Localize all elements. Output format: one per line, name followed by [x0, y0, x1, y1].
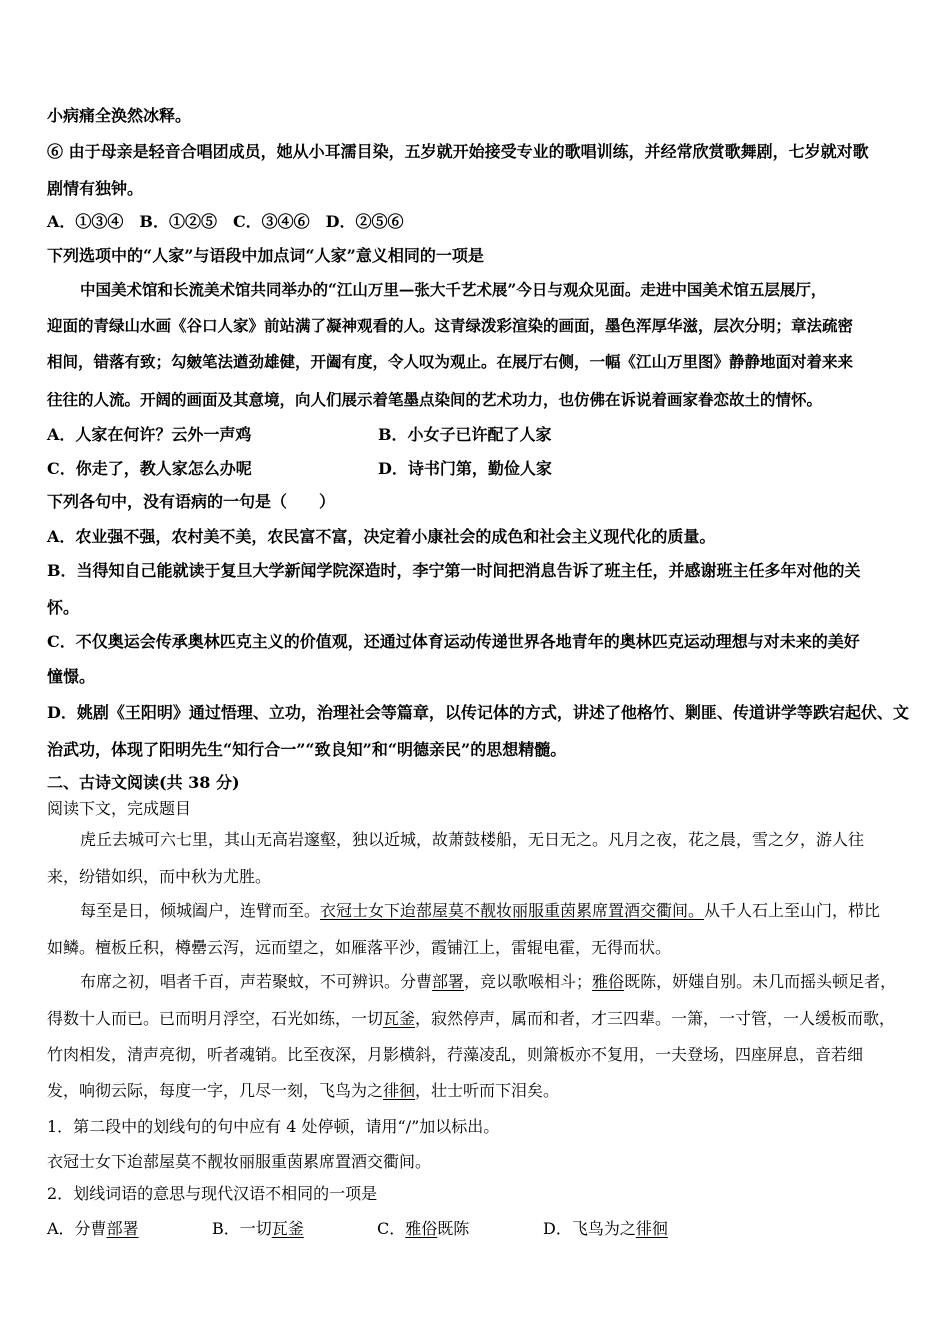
text-segment: 每至是日，倾城阖户，连臂而至。 [80, 901, 321, 920]
passage-line: 往往的人流。开阔的画面及其意境，向人们展示着笔墨点染间的艺术功力，也仿佛在诉说着画家眷恋故土的情怀。 [47, 390, 823, 409]
underlined-word: 部署 [432, 972, 465, 991]
text-segment: 发，响彻云际，每度一字，几尽一刻，飞鸟为之 [47, 1081, 384, 1100]
underlined-word: 雅俗 [405, 1219, 438, 1238]
answer-options: A．①③④ B．①②⑤ C．③④⑥ D．②⑤⑥ [47, 212, 404, 231]
option-b-line2: 怀。 [47, 598, 80, 617]
text-segment: ，寂然停声，属而和者，才三四辈。一箫，一寸管，一人缓板而歌， [415, 1009, 896, 1028]
question-stem-yubing: 下列各句中，没有语病的一句是（ ） [47, 492, 336, 511]
passage-line: 迎面的青绿山水画《谷口人家》前站满了凝神观看的人。这青绿泼彩渲染的画面，墨色浑厚华滋，层次分明；章法疏密 [47, 316, 854, 335]
option-a: A．农业强不强，农村美不美，农民富不富，决定着小康社会的成色和社会主义现代化的质量。 [47, 527, 716, 546]
option-c-line1: C．不仅奥运会传承奥林匹克主义的价值观，还通过体育运动传递世界各地青年的奥林匹克运动理想与对未来的美好 [47, 632, 860, 651]
q2-option-d [543, 1216, 668, 1239]
option-b: B．小女子已许配了人家 [378, 425, 552, 444]
option-d: D．诗书门第，勤俭人家 [378, 459, 552, 478]
text-segment: ，壮士听而下泪矣。 [415, 1081, 560, 1100]
option-label: A．分曹 [47, 1219, 107, 1238]
q2-option-a [47, 1216, 139, 1239]
classical-text-line: 虎丘去城可六七里，其山无高岩邃壑，独以近城，故萧鼓楼船，无日无之。凡月之夜，花之晨，雪之夕，游人往 [80, 830, 865, 849]
item-6-line1: ⑥ 由于母亲是轻音合唱团成员，她从小耳濡目染，五岁就开始接受专业的歌唱训练，并经常欣赏歌舞剧，七岁就对歌 [47, 142, 869, 161]
classical-text-line [47, 1078, 559, 1101]
text-segment: 得数十人而已。已而明月浮空，石光如练，一切 [47, 1009, 384, 1028]
option-label: C． [377, 1219, 406, 1238]
option-c-line2: 憧憬。 [47, 667, 96, 686]
underlined-word: 部署 [106, 1219, 139, 1238]
classical-text-line: 竹肉相发，清声亮彻，听者魂销。比至夜深，月影横斜，荇藻凌乱，则箫板亦不复用，一夫登场，四座屏息，音若细 [47, 1045, 864, 1064]
question-2: 2．划线词语的意思与现代汉语不相同的一项是 [47, 1184, 378, 1203]
underlined-sentence: 衣冠士女下迨蔀屋莫不靓妆丽服重茵累席置酒交衢间。 [320, 901, 705, 920]
underlined-word: 雅俗 [592, 972, 625, 991]
option-d-line1: D．姚剧《王阳明》通过悟理、立功，治理社会等篇章，以传记体的方式，讲述了他格竹、剿匪、传道讲学等跌宕起伏、文 [47, 703, 909, 722]
option-d-line2: 治武功，体现了阳明先生“知行合一”“致良知”和“明德亲民”的思想精髓。 [47, 740, 567, 759]
option-a: A．人家在何许？云外一声鸡 [47, 425, 252, 444]
passage-line: 相间，错落有致；勾皴笔法遒劲雄健，开阖有度，令人叹为观止。在展厅右侧，一幅《江山万里图》静静地面对着来来 [47, 352, 854, 371]
underlined-word: 瓦釜 [383, 1009, 416, 1028]
option-b-line1: B．当得知自己能就读于复旦大学新闻学院深造时，李宁第一时间把消息告诉了班主任，并感谢班主任多年对他的关 [47, 561, 861, 580]
question-1-sentence: 衣冠士女下迨蔀屋莫不靓妆丽服重茵累席置酒交衢间。 [47, 1152, 432, 1171]
classical-text-line: 如鳞。檀板丘积，樽罍云泻，远而望之，如雁落平沙，霞铺江上，雷辊电霍，无得而状。 [47, 938, 672, 957]
q2-option-c [377, 1216, 469, 1239]
text-segment: 布席之初，唱者千百，声若聚蚊，不可辨识。分曹 [80, 972, 433, 991]
text-segment: 既陈，妍媸自别。未几而摇头顿足者， [624, 972, 897, 991]
item-6-line2: 剧情有独钟。 [47, 179, 144, 198]
section-heading: 二、古诗文阅读(共 38 分) [47, 773, 240, 792]
q2-option-b [212, 1216, 304, 1239]
classical-text-line [80, 969, 896, 992]
question-stem-renjia: 下列选项中的“人家”与语段中加点词“人家”意义相同的一项是 [47, 246, 484, 265]
option-text: 既陈 [437, 1219, 470, 1238]
classical-text-line [47, 1006, 895, 1029]
text-segment: 从千人石上至山门，栉比 [704, 901, 881, 920]
classical-text-line [80, 898, 880, 921]
underlined-word: 徘徊 [635, 1219, 668, 1238]
question-1: 1．第二段中的划线句的句中应有 4 处停顿，请用“/”加以标出。 [47, 1117, 500, 1136]
text-segment: ，竞以歌喉相斗； [464, 972, 593, 991]
passage-line: 中国美术馆和长流美术馆共同举办的“江山万里—张大千艺术展”今日与观众见面。走进中国美术馆五层展厅， [80, 280, 827, 299]
instruction: 阅读下文，完成题目 [47, 799, 192, 818]
underlined-word: 徘徊 [383, 1081, 416, 1100]
underlined-word: 瓦釜 [271, 1219, 304, 1238]
text-line: 小病痛全涣然冰释。 [47, 106, 192, 125]
classical-text-line: 来，纷错如织，而中秋为尤胜。 [47, 867, 272, 886]
option-c: C．你走了，教人家怎么办呢 [47, 459, 252, 478]
option-label: D．飞鸟为之 [543, 1219, 636, 1238]
option-label: B．一切 [212, 1219, 272, 1238]
